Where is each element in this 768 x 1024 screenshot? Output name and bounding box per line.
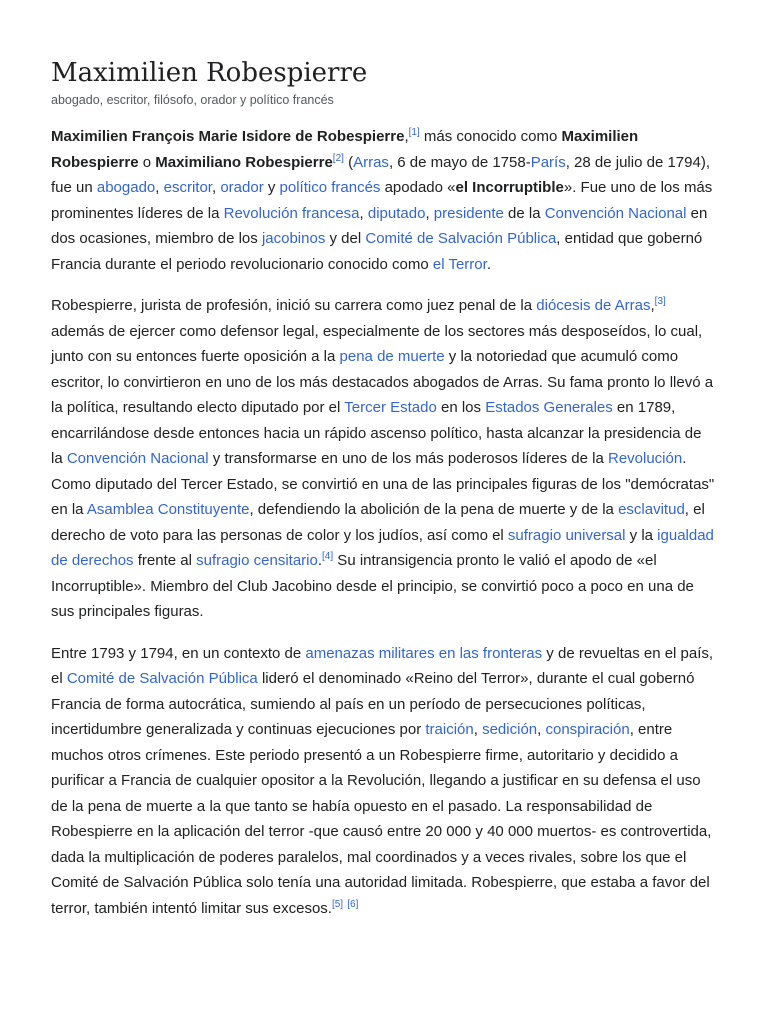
bold-text: Maximiliano Robespierre: [155, 153, 333, 171]
wiki-link[interactable]: amenazas militares en las fronteras: [305, 644, 543, 662]
paragraph-text: ,: [155, 179, 164, 196]
page-subtitle: abogado, escritor, filósofo, orador y político francés: [51, 93, 334, 107]
wiki-link[interactable]: Convención Nacional: [544, 204, 687, 222]
paragraph-text: frente al: [133, 552, 197, 569]
bold-text: Maximilien François Marie Isidore de Robespierre: [51, 128, 405, 145]
wiki-link[interactable]: abogado: [96, 179, 156, 196]
wiki-link[interactable]: pena de muerte: [339, 348, 445, 365]
reference-link[interactable]: [1]: [408, 127, 420, 138]
wiki-link[interactable]: Revolución: [607, 450, 683, 467]
page-title: Maximilien Robespierre: [51, 58, 368, 88]
wiki-link[interactable]: sufragio censitario: [196, 552, 318, 569]
paragraph-text: , entre muchos otros crímenes. Este periodo presentó a un Robespierre firme, autoritario y decidido a purificar a Francia de cualquier opositor a la Revolución, llegando a justificar en su defensa el uso de la pena de muerte a la que tanto se había opuesto en el pasado. La responsabilidad de Robespierre en la aplicación del terror -que causó entre 20 000 y 40 000 muertos- es controvertida, dada la multiplicación de poderes paralelos, mal coordinados y a veces rivales, sobre los que el Comité de Salvación Pública solo tenía una autoridad limitada. Robespierre, que estaba a favor del terror, también intentó limitar sus excesos.: [51, 721, 712, 917]
paragraph-text: y la: [625, 526, 658, 544]
reference-link[interactable]: [2]: [332, 152, 344, 164]
wiki-link[interactable]: sedición: [482, 721, 538, 738]
paragraph-text: , el derecho de voto para las personas de color y los judíos, así como el: [51, 501, 705, 544]
wiki-link[interactable]: Estados Generales: [485, 399, 613, 416]
paragraph-text: ,: [425, 204, 434, 222]
wiki-link[interactable]: Tercer Estado: [344, 399, 437, 416]
reference-link[interactable]: [6]: [347, 898, 359, 910]
reference-superscript: [347, 899, 358, 910]
wiki-link[interactable]: igualdad de derechos: [51, 526, 714, 569]
wiki-link[interactable]: escritor: [163, 179, 212, 196]
paragraph-text: apodado «: [380, 179, 456, 196]
paragraph-text: lideró el denominado «Reino del Terror», durante el cual gobernó Francia de forma autocrática, sumiendo al país en un período de persecuciones políticas, incertidumbre generalizada y continuas ejecuciones por: [51, 670, 695, 738]
article-paragraph: [51, 641, 717, 922]
paragraph-text: y transformarse en uno de los más poderosos líderes de la: [208, 450, 608, 467]
paragraph-text: ,: [404, 128, 409, 145]
paragraph-text: ,: [473, 721, 483, 738]
paragraph-text: y de revueltas en el país, el: [51, 644, 714, 687]
paragraph-text: además de ejercer como defensor legal, especialmente de los sectores más desposeídos, lo cual, junto con su entonces fuerte oposición a la: [51, 322, 703, 365]
wiki-link[interactable]: París: [530, 153, 566, 171]
article-paragraph: [51, 293, 717, 625]
wiki-link[interactable]: Comité de Salvación Pública: [66, 670, 258, 687]
paragraph-text: , entidad que gobernó Francia durante el periodo revolucionario conocido como: [51, 230, 703, 273]
paragraph-text: Robespierre, jurista de profesión, inició su carrera como juez penal de la: [51, 297, 537, 314]
wiki-link[interactable]: diócesis de Arras: [536, 297, 651, 314]
wiki-link[interactable]: sufragio universal: [507, 526, 626, 544]
reference-superscript: [655, 296, 666, 307]
wiki-link[interactable]: conspiración: [545, 721, 630, 738]
paragraph-text: .: [317, 552, 323, 569]
reference-superscript: [322, 551, 333, 562]
paragraph-text: de la: [503, 204, 545, 222]
paragraph-text: ,: [650, 297, 655, 314]
paragraph-text: y: [263, 179, 280, 196]
paragraph-text: Su intransigencia pronto le valió el apodo de «el Incorruptible». Miembro del Club Jacobino desde el principio, se convirtió poco a poco en una de sus principales figuras.: [51, 552, 694, 620]
paragraph-text: .: [486, 255, 491, 273]
bold-text: Maximilien Robespierre: [51, 128, 639, 171]
paragraph-text: más conocido como: [419, 128, 562, 145]
paragraph-text: ,: [537, 721, 546, 738]
reference-superscript: [409, 127, 420, 138]
paragraph-text: (: [343, 153, 354, 171]
reference-superscript: [333, 153, 344, 164]
reference-link[interactable]: [4]: [322, 551, 334, 562]
wiki-link[interactable]: presidente: [433, 204, 504, 222]
wiki-link[interactable]: jacobinos: [261, 230, 326, 247]
reference-link[interactable]: [3]: [654, 296, 666, 307]
reference-link[interactable]: [5]: [331, 898, 344, 910]
paragraph-text: , 28 de julio de 1794), fue un: [51, 153, 710, 196]
article-body: [51, 124, 717, 921]
wiki-link[interactable]: Revolución francesa: [223, 204, 360, 222]
reference-superscript: [332, 899, 343, 910]
paragraph-text: y del: [325, 230, 366, 247]
wiki-link[interactable]: político francés: [279, 179, 381, 196]
wiki-link[interactable]: Comité de Salvación Pública: [365, 230, 557, 247]
wiki-link[interactable]: diputado: [367, 204, 426, 222]
paragraph-text: en los: [436, 399, 486, 416]
paragraph-text: Entre 1793 y 1794, en un contexto de: [51, 644, 306, 662]
paragraph-text: , defendiendo la abolición de la pena de muerte y de la: [249, 501, 619, 518]
wiki-link[interactable]: Arras: [353, 153, 389, 171]
paragraph-text: , 6 de mayo de 1758-: [388, 153, 531, 171]
paragraph-text: en dos ocasiones, miembro de los: [51, 204, 708, 247]
paragraph-text: en 1789, encarrilándose desde entonces hacia un rápido ascenso político, hasta alcanzar la presidencia de la: [51, 399, 702, 467]
wiki-link[interactable]: esclavitud: [618, 501, 685, 518]
paragraph-text: ». Fue uno de los más prominentes líderes de la: [51, 179, 713, 222]
wiki-link[interactable]: Asamblea Constituyente: [86, 501, 250, 518]
paragraph-text: y la notoriedad que acumuló como escritor, lo convirtieron en uno de los más destacados abogados de Arras. Su fama pronto lo llevó a la política, resultando electo diputado por el: [51, 348, 714, 416]
wiki-link[interactable]: orador: [220, 179, 264, 196]
bold-text: el Incorruptible: [455, 179, 564, 196]
paragraph-text: ,: [211, 179, 221, 196]
wiki-link[interactable]: Convención Nacional: [66, 450, 209, 467]
paragraph-text: o: [138, 153, 156, 171]
article-paragraph: [51, 124, 717, 277]
wiki-link[interactable]: traición: [425, 721, 474, 738]
wiki-link[interactable]: el Terror: [432, 255, 487, 273]
paragraph-text: . Como diputado del Tercer Estado, se convirtió en una de las principales figuras de los "demócratas" en la: [51, 450, 715, 518]
paragraph-text: ,: [359, 204, 368, 222]
